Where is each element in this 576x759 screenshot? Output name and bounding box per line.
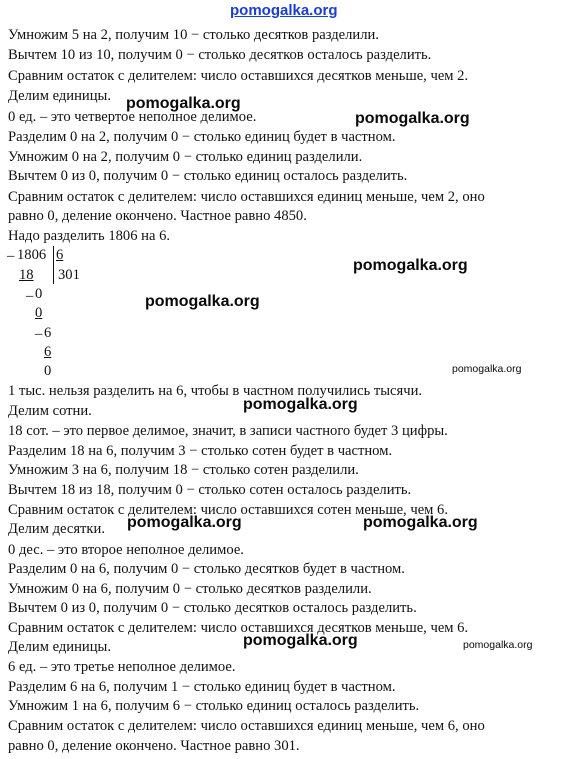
text-line: Разделим 0 на 6, получим 0 − столько десятков будет в частном. (8, 561, 405, 577)
text-line: Сравним остаток с делителем: число оставшихся десятков меньше, чем 6. (8, 620, 469, 636)
text-line: 0 ед. – это четвертое неполное делимое. (8, 109, 257, 125)
watermark: pomogalka.org (243, 396, 358, 413)
quotient: 301 (58, 267, 80, 283)
divisor: 6 (56, 247, 64, 263)
text-line: Умножим 0 на 6, получим 0 − столько десятков разделили. (8, 581, 372, 597)
text-line: Делим единицы. (8, 639, 111, 655)
text-line: 6 ед. – это третье неполное делимое. (8, 659, 236, 675)
watermark-top: pomogalka.org (230, 2, 338, 19)
text-line: Сравним остаток с делителем: число оставшихся единиц меньше, чем 6, оно (8, 718, 485, 734)
text-line: Сравним остаток с делителем: число оставшихся десятков меньше, чем 2. (8, 68, 469, 84)
text-line: Умножим 1 на 6, получим 6 − столько единиц осталось разделить. (8, 698, 420, 714)
product: 6 (44, 344, 52, 360)
text-line: Вычтем 0 из 0, получим 0 − столько единиц осталось разделить. (8, 168, 408, 184)
product: 0 (35, 305, 43, 321)
remainder: 0 (35, 286, 43, 302)
watermark: pomogalka.org (463, 639, 533, 651)
text-line: Сравним остаток с делителем: число оставшихся единиц меньше, чем 2, оно (8, 189, 485, 205)
text-line: 0 дес. – это второе неполное делимое. (8, 542, 244, 558)
watermark: pomogalka.org (243, 632, 358, 649)
text-line: Вычтем 0 из 0, получим 0 − столько десятков осталось разделить. (8, 600, 417, 616)
text-line: Делим единицы. (8, 88, 111, 104)
watermark: pomogalka.org (363, 514, 478, 531)
watermark: pomogalka.org (145, 293, 260, 310)
minus-sign: _ (26, 283, 34, 299)
watermark: pomogalka.org (355, 110, 470, 127)
text-line: Вычтем 10 из 10, получим 0 − столько десятков осталось разделить. (8, 47, 432, 63)
text-line: Разделим 0 на 2, получим 0 − столько единиц будет в частном. (8, 129, 396, 145)
text-line: Умножим 3 на 6, получим 18 − столько сотен разделили. (8, 462, 359, 478)
watermark: pomogalka.org (127, 514, 242, 531)
text-line: Сравним остаток с делителем: число оставшихся сотен меньше, чем 6. (8, 502, 449, 518)
minus-sign: _ (7, 243, 15, 259)
remainder: 0 (44, 363, 52, 379)
remainder: 6 (44, 325, 52, 341)
text-line: 1 тыс. нельзя разделить на 6, чтобы в частном получились тысячи. (8, 383, 423, 399)
text-line: Разделим 18 на 6, получим 3 − столько сотен будет в частном. (8, 443, 393, 459)
text-line: Делим сотни. (8, 403, 92, 419)
dividend: 1806 (17, 247, 47, 263)
watermark: pomogalka.org (126, 95, 241, 112)
text-line: Делим десятки. (8, 521, 105, 537)
text-line: равно 0, деление окончено. Частное равно 4850. (8, 208, 307, 224)
minus-sign: _ (35, 321, 43, 337)
text-line: Разделим 6 на 6, получим 1 − столько единиц будет в частном. (8, 679, 396, 695)
watermark: pomogalka.org (353, 257, 468, 274)
text-line: Умножим 0 на 2, получим 0 − столько единиц разделили. (8, 149, 363, 165)
text-line: 18 сот. – это первое делимое, значит, в записи частного будет 3 цифры. (8, 423, 448, 439)
text-line: Умножим 5 на 2, получим 10 − столько десятков разделили. (8, 27, 379, 43)
text-line: Вычтем 18 из 18, получим 0 − столько сотен осталось разделить. (8, 482, 412, 498)
text-line: Надо разделить 1806 на 6. (8, 228, 171, 244)
division-bar (53, 246, 54, 284)
text-line: равно 0, деление окончено. Частное равно 301. (8, 738, 300, 754)
product: 18 (19, 267, 34, 283)
watermark: pomogalka.org (452, 363, 522, 375)
